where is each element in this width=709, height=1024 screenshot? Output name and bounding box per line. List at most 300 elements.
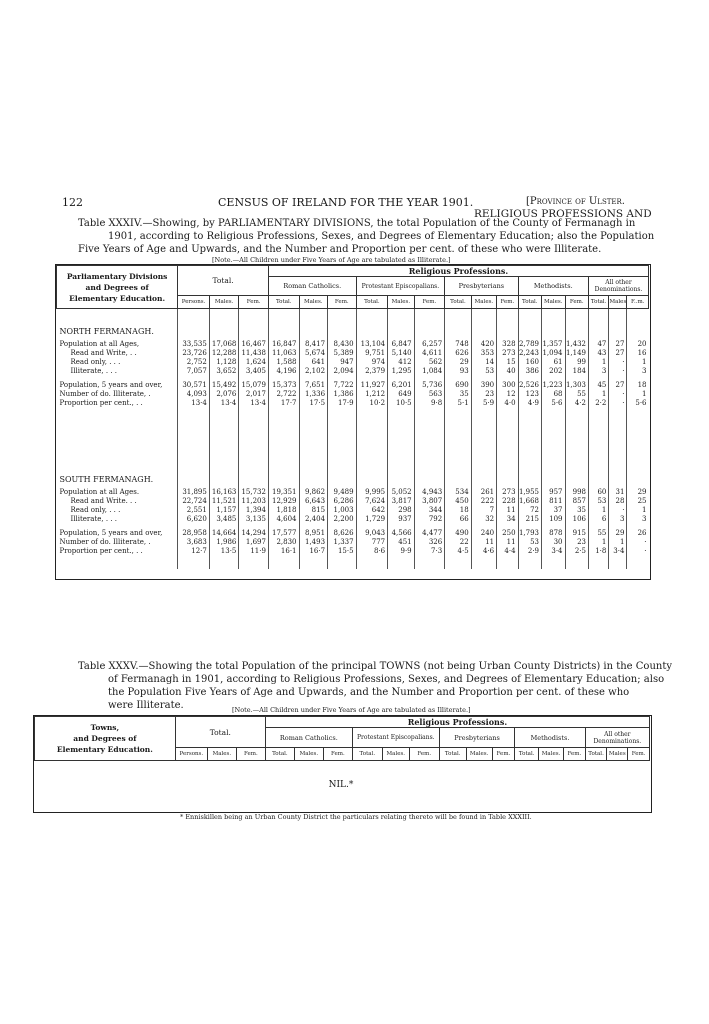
table-cell: 31 (609, 487, 627, 496)
table-cell: 13·5 (209, 546, 239, 555)
table-cell: 5·6 (627, 398, 649, 407)
table-cell: 22 (445, 537, 471, 546)
table34-subcol-header: Fem. (328, 296, 357, 309)
table-cell: 1 (588, 537, 608, 546)
table-cell: 1,303 (565, 375, 588, 389)
table34-subcol-header: F..m. (627, 296, 649, 309)
table34-subcol-header: Total. (356, 296, 388, 309)
table-cell: 61 (542, 357, 565, 366)
table-cell: 9·9 (388, 546, 414, 555)
table-cell: 5,736 (414, 375, 445, 389)
table-cell: 3,817 (388, 496, 414, 505)
table-cell: 8·6 (356, 546, 388, 555)
table-cell: 8,430 (328, 339, 357, 348)
table-cell: 29 (627, 487, 649, 496)
table-cell: 4·5 (445, 546, 471, 555)
table-cell: 250 (497, 523, 518, 537)
table34-subcol-header: Males. (471, 296, 496, 309)
table-cell: 1 (627, 389, 649, 398)
table34-total-header: Total. (178, 266, 269, 296)
row-label: Illiterate, . . . (70, 366, 117, 375)
table35-subcol-header: Males (607, 748, 628, 761)
table-cell: 13·4 (178, 398, 210, 407)
table-cell: 3 (627, 514, 649, 523)
table-row (57, 523, 649, 537)
table-cell: 748 (445, 339, 471, 348)
table-cell: 27 (609, 375, 627, 389)
table-cell: 1,084 (414, 366, 445, 375)
table-cell: 4,477 (414, 523, 445, 537)
table-cell: 815 (299, 505, 328, 514)
table34-subcol-header: Fem. (497, 296, 518, 309)
table-cell: 13·4 (239, 398, 269, 407)
table-cell: 998 (565, 487, 588, 496)
table-cell: 1,493 (299, 537, 328, 546)
table-cell: 5·9 (471, 398, 496, 407)
table-cell: 298 (388, 505, 414, 514)
table35-subcol-header: Males. (207, 748, 236, 761)
table-cell: 5·1 (445, 398, 471, 407)
table-cell: 2,404 (299, 514, 328, 523)
table35-group-rc: Roman Catholics. (265, 728, 352, 748)
table-cell: 450 (445, 496, 471, 505)
table34-caption-line2: 1901, according to Religious Professions, Sexes, and Degrees of Elementary Education; also the Population (108, 231, 655, 242)
table-cell: 777 (356, 537, 388, 546)
table-cell: 12,929 (268, 496, 299, 505)
table-cell: 228 (497, 496, 518, 505)
table34-subcol-header: Total. (588, 296, 608, 309)
table-cell: 11·9 (239, 546, 269, 555)
table35-subcol-header: Total. (352, 748, 382, 761)
table-cell: 1,697 (239, 537, 269, 546)
table-cell: 4·2 (565, 398, 588, 407)
table-cell: 30 (542, 537, 565, 546)
table35-subcol-header: Fem. (236, 748, 265, 761)
table-cell: 11,927 (356, 375, 388, 389)
table-row (57, 348, 649, 357)
table-cell: 29 (445, 357, 471, 366)
table-cell: 2,789 (518, 339, 541, 348)
table-cell: 3,807 (414, 496, 445, 505)
table34-subcol-header: Fem. (565, 296, 588, 309)
table-cell: 2,200 (328, 514, 357, 523)
table-cell: 16,847 (268, 339, 299, 348)
table-cell: 1,357 (542, 339, 565, 348)
table-cell: 2,102 (299, 366, 328, 375)
table-row (57, 487, 649, 496)
table-cell: 7·3 (414, 546, 445, 555)
table-cell: 40 (497, 366, 518, 375)
table-cell: 222 (471, 496, 496, 505)
table-cell: 8,626 (328, 523, 357, 537)
table-row (57, 505, 649, 514)
table-cell: 811 (542, 496, 565, 505)
row-label: Population, 5 years and over, (59, 528, 163, 537)
table-cell: 184 (565, 366, 588, 375)
table35-subcol-header: Persons. (175, 748, 207, 761)
table-cell: 2,017 (239, 389, 269, 398)
table-cell: 35 (565, 505, 588, 514)
table35-subcol-header: Total. (265, 748, 294, 761)
table-cell: 641 (299, 357, 328, 366)
table-cell: 1,793 (518, 523, 541, 537)
table-cell: 1,624 (239, 357, 269, 366)
table-cell: 1,003 (328, 505, 357, 514)
table-cell: 2,379 (356, 366, 388, 375)
table-cell: 386 (518, 366, 541, 375)
table-cell: 60 (588, 487, 608, 496)
table-cell: 1 (627, 357, 649, 366)
table-cell: 1,386 (328, 389, 357, 398)
table-cell: 1,818 (268, 505, 299, 514)
table34-group-rc: Roman Catholics. (268, 277, 356, 296)
table-cell: 326 (414, 537, 445, 546)
table-cell: 3 (609, 514, 627, 523)
table-cell: 31,895 (178, 487, 210, 496)
table34-group-pres: Presbyterians (445, 277, 518, 296)
table-cell: 857 (565, 496, 588, 505)
table34-subcol-header: Males. (299, 296, 328, 309)
table-cell: 273 (497, 487, 518, 496)
table-cell: 11 (497, 505, 518, 514)
table34 (56, 265, 649, 569)
table35-subcol-header: Fem. (628, 748, 650, 761)
table35-subcol-header: Males. (466, 748, 492, 761)
table-cell: 344 (414, 505, 445, 514)
table-cell: 22,724 (178, 496, 210, 505)
table35-note: [Note.—All Children under Five Years of Age are tabulated as Illiterate.] (232, 706, 471, 714)
table-cell: 5,052 (388, 487, 414, 496)
table35-subcol-header: Males. (294, 748, 323, 761)
table-cell: 2,243 (518, 348, 541, 357)
table-cell: 5,674 (299, 348, 328, 357)
table-cell: 3 (588, 366, 608, 375)
row-label: Population at all Ages, (59, 339, 140, 348)
table-cell: 16,163 (209, 487, 239, 496)
table-cell: 534 (445, 487, 471, 496)
table-cell: 4,943 (414, 487, 445, 496)
table-cell: 13·4 (209, 398, 239, 407)
table-cell: 14,664 (209, 523, 239, 537)
table-cell: 28 (609, 496, 627, 505)
table-cell: 240 (471, 523, 496, 537)
table-cell: 23 (565, 537, 588, 546)
table35-subcol-header: Total. (515, 748, 539, 761)
table-cell: 15,492 (209, 375, 239, 389)
table-cell: 2,076 (209, 389, 239, 398)
table-cell: 328 (497, 339, 518, 348)
table35-religious-header: Religious Professions. (265, 717, 649, 728)
table-cell: 12·7 (178, 546, 210, 555)
table-cell: 11,203 (239, 496, 269, 505)
table-row (57, 537, 649, 546)
table-row (57, 398, 649, 407)
table-cell: 2,722 (268, 389, 299, 398)
table-cell: 1,223 (542, 375, 565, 389)
table-cell: 27 (609, 339, 627, 348)
table-cell: 4·6 (471, 546, 496, 555)
table-cell: 55 (588, 523, 608, 537)
row-label: Read and Write, . . (70, 348, 137, 357)
table-cell: 451 (388, 537, 414, 546)
table-cell: 649 (388, 389, 414, 398)
table-cell: 12,288 (209, 348, 239, 357)
table-cell: 33,535 (178, 339, 210, 348)
table-cell: 37 (542, 505, 565, 514)
table-cell: 420 (471, 339, 496, 348)
table-cell: 1,394 (239, 505, 269, 514)
table-cell: 15,732 (239, 487, 269, 496)
table-row (57, 546, 649, 555)
table-cell: 16 (627, 348, 649, 357)
row-label: Population, 5 years and over, (59, 380, 163, 389)
table-cell: 4,196 (268, 366, 299, 375)
table-cell: 11 (471, 537, 496, 546)
table-cell: 1,986 (209, 537, 239, 546)
table-cell: 32 (471, 514, 496, 523)
table35-subcol-header: Fem. (409, 748, 439, 761)
table-row (57, 514, 649, 523)
table-cell: 353 (471, 348, 496, 357)
running-title: CENSUS OF IRELAND FOR THE YEAR 1901. (218, 196, 474, 209)
table-cell: 11,521 (209, 496, 239, 505)
table-cell: 72 (518, 505, 541, 514)
table-cell: 17,577 (268, 523, 299, 537)
table-cell: 2·5 (565, 546, 588, 555)
table-cell: 99 (565, 357, 588, 366)
table-cell: 7,722 (328, 375, 357, 389)
table-cell: 15·5 (328, 546, 357, 555)
table-cell: 35 (445, 389, 471, 398)
table-cell: 490 (445, 523, 471, 537)
table34-religious-header: Religious Professions. (268, 266, 648, 277)
table-cell: 15 (497, 357, 518, 366)
table-cell: 19,351 (268, 487, 299, 496)
table-cell: 412 (388, 357, 414, 366)
row-label: Read only, . . . (70, 357, 121, 366)
table-cell: 23,726 (178, 348, 210, 357)
table-cell: 1,955 (518, 487, 541, 496)
table-cell: · (609, 389, 627, 398)
table-cell: 5·6 (542, 398, 565, 407)
table-cell: 2,551 (178, 505, 210, 514)
table-cell: 1,212 (356, 389, 388, 398)
table-cell: 55 (565, 389, 588, 398)
table-cell: 1·8 (588, 546, 608, 555)
table-cell: 9,489 (328, 487, 357, 496)
table-cell: 3·4 (609, 546, 627, 555)
table-cell: 915 (565, 523, 588, 537)
table35-subcol-header: Males. (382, 748, 409, 761)
table-cell: 1,668 (518, 496, 541, 505)
table35-subcol-header: Males. (539, 748, 564, 761)
table-cell: 1 (588, 505, 608, 514)
table-cell: · (609, 366, 627, 375)
section-heading-row: NORTH FERMANAGH. (59, 327, 154, 336)
table-cell: 53 (471, 366, 496, 375)
table-cell: 6,286 (328, 496, 357, 505)
table-cell: 11 (497, 537, 518, 546)
table35-caption-line3: the Population Five Years of Age and Upwards, and the Number and Proportion per cent. of these who (108, 687, 630, 698)
table-cell: 273 (497, 348, 518, 357)
table34-group-pe: Protestant Episcopalians. (356, 277, 445, 296)
table34-subcol-header: Total. (445, 296, 471, 309)
table34-subcol-header: Males. (388, 296, 414, 309)
table-cell: 3·4 (542, 546, 565, 555)
table-cell: 18 (445, 505, 471, 514)
table-cell: · (609, 398, 627, 407)
table-cell: 2,094 (328, 366, 357, 375)
table-cell: 9,995 (356, 487, 388, 496)
table34-stub-header: Parliamentary Divisions and Degrees of Elementary Education. (57, 266, 178, 309)
table-cell: 17·7 (268, 398, 299, 407)
table-cell: 6,847 (388, 339, 414, 348)
table-cell: 4·4 (497, 546, 518, 555)
table35 (34, 716, 650, 801)
table35-subcol-header: Total. (585, 748, 607, 761)
table-cell: 3,405 (239, 366, 269, 375)
table-cell: 68 (542, 389, 565, 398)
table-cell: 2,752 (178, 357, 210, 366)
table35-caption-line2: of Fermanagh in 1901, according to Religious Professions, Sexes, and Degrees of Elementary Education; also (108, 674, 665, 685)
row-label: Number of do. Illiterate, . (59, 389, 151, 398)
table-cell: 563 (414, 389, 445, 398)
table-cell: 47 (588, 339, 608, 348)
table-cell: 1,094 (542, 348, 565, 357)
table-cell: 16,467 (239, 339, 269, 348)
table-cell: 16·1 (268, 546, 299, 555)
table-cell: 1,729 (356, 514, 388, 523)
table34-subcol-header: Total. (268, 296, 299, 309)
table-cell: 4,093 (178, 389, 210, 398)
table-cell: 18 (627, 375, 649, 389)
table-cell: 15,079 (239, 375, 269, 389)
table34-subcol-header: Persons. (178, 296, 210, 309)
table-cell: 1,432 (565, 339, 588, 348)
row-label: Illiterate, . . . (70, 514, 117, 523)
table-cell: 1,157 (209, 505, 239, 514)
table-cell: 7 (471, 505, 496, 514)
table-cell: 1,336 (299, 389, 328, 398)
table-row (57, 366, 649, 375)
table35-subcol-header: Fem. (492, 748, 515, 761)
table-cell: 9,862 (299, 487, 328, 496)
table35-nil: NIL.* (328, 779, 354, 790)
table35-caption-line1: Table XXXV.—Showing the total Population of the principal TOWNS (not being Urban County Districts) in the County (78, 661, 673, 672)
table-cell: 1 (588, 357, 608, 366)
table-cell: 1,295 (388, 366, 414, 375)
table35-stub-header: Towns, and Degrees of Elementary Education. (35, 717, 176, 761)
table-cell: 14,294 (239, 523, 269, 537)
table34-caption-line1: Table XXXIV.—Showing, by PARLIAMENTARY DIVISIONS, the total Population of the County of Fermanagh in (78, 218, 636, 229)
table-cell: 17·5 (299, 398, 328, 407)
table-cell: 109 (542, 514, 565, 523)
table-cell: 2·2 (588, 398, 608, 407)
table34-subcol-header: Males. (209, 296, 239, 309)
table-cell: 878 (542, 523, 565, 537)
table-cell: 1,337 (328, 537, 357, 546)
row-label: Proportion per cent., . . (59, 546, 143, 555)
table-cell: 7,624 (356, 496, 388, 505)
table-cell: 792 (414, 514, 445, 523)
table34-subcol-header: Total. (518, 296, 541, 309)
table-cell: 123 (518, 389, 541, 398)
footnote: * Enniskillen being an Urban County District the particulars relating thereto will be found in Table XXXIII. (180, 813, 532, 821)
table-cell: 13,104 (356, 339, 388, 348)
table-cell: 261 (471, 487, 496, 496)
table-cell: 93 (445, 366, 471, 375)
row-label: Number of do. Illiterate, . (59, 537, 151, 546)
table-cell: 3,683 (178, 537, 210, 546)
section-heading-row: SOUTH FERMANAGH. (59, 475, 154, 484)
table-cell: 26 (627, 523, 649, 537)
province-label: [Province of Ulster. (526, 196, 625, 207)
table-cell: 6,620 (178, 514, 210, 523)
table-cell: 53 (588, 496, 608, 505)
table34-group-meth: Methodists. (518, 277, 588, 296)
table-cell: 5,140 (388, 348, 414, 357)
table-cell: 11,438 (239, 348, 269, 357)
table-cell: 4,566 (388, 523, 414, 537)
table-cell: 4,604 (268, 514, 299, 523)
row-label: Proportion per cent., . . (59, 398, 143, 407)
table-cell: 10·2 (356, 398, 388, 407)
table-cell: 17,068 (209, 339, 239, 348)
table-cell: 7,057 (178, 366, 210, 375)
table-cell: 1,588 (268, 357, 299, 366)
table34-subcol-header: Fem. (239, 296, 269, 309)
table-cell: 6,643 (299, 496, 328, 505)
table-cell: 43 (588, 348, 608, 357)
table34-subcol-header: Fem. (414, 296, 445, 309)
table-cell: 4·0 (497, 398, 518, 407)
table-cell: 10·5 (388, 398, 414, 407)
table35-subcol-header: Total. (439, 748, 466, 761)
table-cell: 2·9 (518, 546, 541, 555)
table35-subcol-header: Fem. (563, 748, 585, 761)
table-cell: 937 (388, 514, 414, 523)
table-cell: 16·7 (299, 546, 328, 555)
table-cell: 1 (588, 389, 608, 398)
table-row (57, 357, 649, 366)
table34-caption-line3: Five Years of Age and Upwards, and the Number and Proportion per cent. of these who were Illiterate. (78, 244, 602, 255)
table-cell: 23 (471, 389, 496, 398)
table35-group-meth: Methodists. (515, 728, 585, 748)
table35-total-header: Total. (175, 717, 265, 748)
table-cell: 562 (414, 357, 445, 366)
table-cell: 1,128 (209, 357, 239, 366)
table-cell: 29 (609, 523, 627, 537)
table-cell: 8,951 (299, 523, 328, 537)
table-cell: 45 (588, 375, 608, 389)
table-cell: 3,135 (239, 514, 269, 523)
table-cell: 202 (542, 366, 565, 375)
table-cell: 160 (518, 357, 541, 366)
table-cell: 7,651 (299, 375, 328, 389)
table-cell: 6,201 (388, 375, 414, 389)
table-row (57, 389, 649, 398)
table-cell: 9·8 (414, 398, 445, 407)
table-cell: 3 (627, 366, 649, 375)
table-cell: 11,063 (268, 348, 299, 357)
table-cell: 6,257 (414, 339, 445, 348)
table34-subcol-header: Males (609, 296, 627, 309)
table-cell: 4,611 (414, 348, 445, 357)
table-cell: 20 (627, 339, 649, 348)
table35-group-pres: Presbyterians (439, 728, 515, 748)
table35-group-other: All other Denominations. (585, 728, 649, 748)
table-cell: 28,958 (178, 523, 210, 537)
